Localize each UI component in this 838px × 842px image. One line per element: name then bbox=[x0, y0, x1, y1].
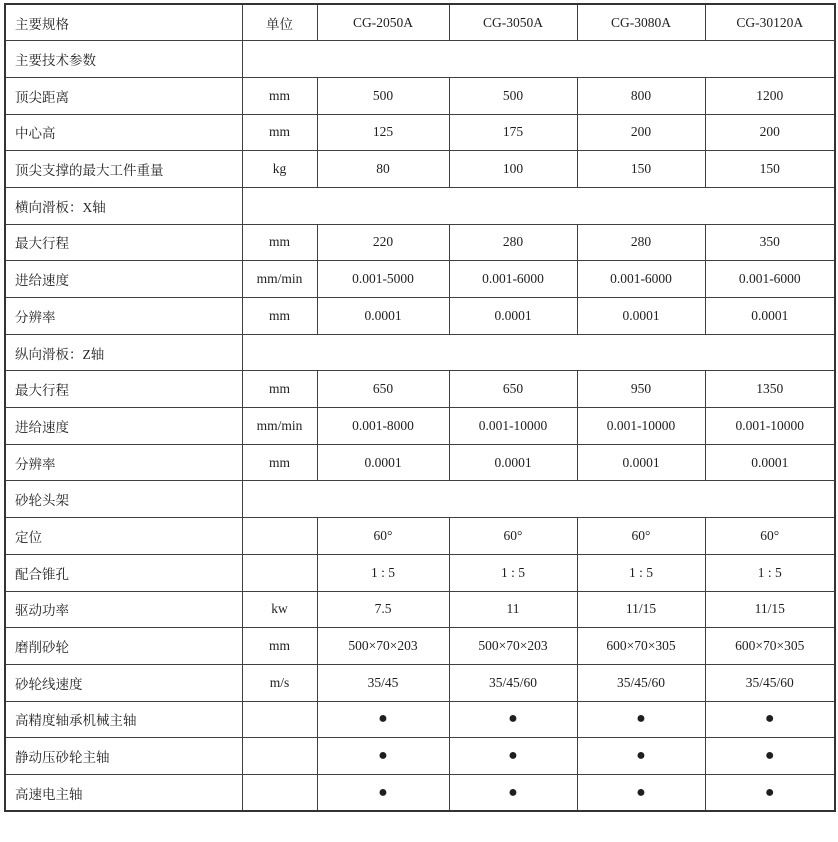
row-label: 中心高 bbox=[5, 114, 242, 151]
spec-row bbox=[5, 224, 835, 261]
value-cell: 35/45/60 bbox=[449, 664, 577, 701]
spec-row bbox=[5, 261, 835, 298]
value-cell: 0.0001 bbox=[577, 444, 705, 481]
unit-cell bbox=[242, 738, 317, 775]
value-cell: 500×70×203 bbox=[449, 628, 577, 665]
value-cell: 0.0001 bbox=[317, 298, 449, 335]
unit-cell: mm/min bbox=[242, 261, 317, 298]
section-row bbox=[5, 41, 835, 78]
feature-dot-cell: ● bbox=[317, 774, 449, 811]
value-cell: 0.001-8000 bbox=[317, 408, 449, 445]
value-cell: 7.5 bbox=[317, 591, 449, 628]
row-label: 最大行程 bbox=[5, 371, 242, 408]
value-cell: 0.0001 bbox=[705, 298, 835, 335]
spec-row bbox=[5, 151, 835, 188]
row-label: 最大行程 bbox=[5, 224, 242, 261]
value-cell: 1 : 5 bbox=[705, 554, 835, 591]
value-cell: 0.001-6000 bbox=[577, 261, 705, 298]
value-cell: 150 bbox=[705, 151, 835, 188]
value-cell: 11/15 bbox=[705, 591, 835, 628]
value-cell: 0.0001 bbox=[577, 298, 705, 335]
value-cell: 200 bbox=[705, 114, 835, 151]
feature-dot-cell: ● bbox=[577, 701, 705, 738]
section-label: 纵向滑板：Z轴 bbox=[5, 334, 242, 371]
unit-cell bbox=[242, 554, 317, 591]
feature-dot-cell: ● bbox=[577, 774, 705, 811]
header-model-cg2050a: CG-2050A bbox=[317, 4, 449, 41]
unit-cell: mm bbox=[242, 444, 317, 481]
section-empty-cell bbox=[242, 41, 835, 78]
value-cell: 150 bbox=[577, 151, 705, 188]
header-model-cg3050a: CG-3050A bbox=[449, 4, 577, 41]
unit-cell: mm bbox=[242, 628, 317, 665]
value-cell: 0.0001 bbox=[449, 444, 577, 481]
value-cell: 500 bbox=[317, 77, 449, 114]
value-cell: 60° bbox=[449, 518, 577, 555]
value-cell: 0.001-6000 bbox=[449, 261, 577, 298]
value-cell: 0.001-10000 bbox=[577, 408, 705, 445]
value-cell: 200 bbox=[577, 114, 705, 151]
value-cell: 1200 bbox=[705, 77, 835, 114]
feature-dot-cell: ● bbox=[705, 738, 835, 775]
unit-cell: kw bbox=[242, 591, 317, 628]
unit-cell: kg bbox=[242, 151, 317, 188]
value-cell: 60° bbox=[577, 518, 705, 555]
feature-dot-cell: ● bbox=[449, 701, 577, 738]
value-cell: 500 bbox=[449, 77, 577, 114]
unit-cell: m/s bbox=[242, 664, 317, 701]
header-model-cg30120a: CG-30120A bbox=[705, 4, 835, 41]
value-cell: 1 : 5 bbox=[577, 554, 705, 591]
value-cell: 35/45/60 bbox=[577, 664, 705, 701]
spec-table-body bbox=[5, 41, 835, 811]
value-cell: 0.001-10000 bbox=[449, 408, 577, 445]
value-cell: 0.001-10000 bbox=[705, 408, 835, 445]
spec-row bbox=[5, 77, 835, 114]
value-cell: 1 : 5 bbox=[449, 554, 577, 591]
row-label: 顶尖支撑的最大工件重量 bbox=[5, 151, 242, 188]
section-label: 横向滑板：X轴 bbox=[5, 187, 242, 224]
row-label: 高精度轴承机械主轴 bbox=[5, 701, 242, 738]
header-row bbox=[5, 4, 835, 41]
value-cell: 80 bbox=[317, 151, 449, 188]
value-cell: 0.0001 bbox=[317, 444, 449, 481]
unit-cell bbox=[242, 774, 317, 811]
section-row bbox=[5, 187, 835, 224]
spec-row bbox=[5, 774, 835, 811]
value-cell: 175 bbox=[449, 114, 577, 151]
spec-row bbox=[5, 371, 835, 408]
value-cell: 600×70×305 bbox=[705, 628, 835, 665]
spec-row bbox=[5, 628, 835, 665]
feature-dot-cell: ● bbox=[317, 738, 449, 775]
row-label: 配合锥孔 bbox=[5, 554, 242, 591]
value-cell: 60° bbox=[317, 518, 449, 555]
value-cell: 11 bbox=[449, 591, 577, 628]
unit-cell: mm bbox=[242, 77, 317, 114]
spec-row bbox=[5, 298, 835, 335]
row-label: 磨削砂轮 bbox=[5, 628, 242, 665]
section-empty-cell bbox=[242, 187, 835, 224]
value-cell: 650 bbox=[449, 371, 577, 408]
value-cell: 100 bbox=[449, 151, 577, 188]
value-cell: 220 bbox=[317, 224, 449, 261]
value-cell: 800 bbox=[577, 77, 705, 114]
feature-dot-cell: ● bbox=[705, 774, 835, 811]
row-label: 分辨率 bbox=[5, 444, 242, 481]
header-unit: 单位 bbox=[242, 4, 317, 41]
value-cell: 280 bbox=[577, 224, 705, 261]
spec-row bbox=[5, 518, 835, 555]
spec-row bbox=[5, 591, 835, 628]
spec-row bbox=[5, 114, 835, 151]
section-label: 砂轮头架 bbox=[5, 481, 242, 518]
value-cell: 1350 bbox=[705, 371, 835, 408]
unit-cell bbox=[242, 701, 317, 738]
spec-row bbox=[5, 444, 835, 481]
row-label: 定位 bbox=[5, 518, 242, 555]
value-cell: 60° bbox=[705, 518, 835, 555]
header-main-spec: 主要规格 bbox=[5, 4, 242, 41]
row-label: 顶尖距离 bbox=[5, 77, 242, 114]
section-empty-cell bbox=[242, 481, 835, 518]
value-cell: 950 bbox=[577, 371, 705, 408]
value-cell: 350 bbox=[705, 224, 835, 261]
unit-cell bbox=[242, 518, 317, 555]
value-cell: 500×70×203 bbox=[317, 628, 449, 665]
row-label: 砂轮线速度 bbox=[5, 664, 242, 701]
spec-row bbox=[5, 664, 835, 701]
value-cell: 0.001-6000 bbox=[705, 261, 835, 298]
unit-cell: mm bbox=[242, 224, 317, 261]
section-row bbox=[5, 334, 835, 371]
value-cell: 650 bbox=[317, 371, 449, 408]
row-label: 进给速度 bbox=[5, 408, 242, 445]
feature-dot-cell: ● bbox=[705, 701, 835, 738]
row-label: 高速电主轴 bbox=[5, 774, 242, 811]
feature-dot-cell: ● bbox=[577, 738, 705, 775]
spec-row bbox=[5, 408, 835, 445]
section-label: 主要技术参数 bbox=[5, 41, 242, 78]
value-cell: 600×70×305 bbox=[577, 628, 705, 665]
spec-row bbox=[5, 738, 835, 775]
spec-row bbox=[5, 554, 835, 591]
spec-row bbox=[5, 701, 835, 738]
spec-table bbox=[4, 3, 836, 812]
row-label: 驱动功率 bbox=[5, 591, 242, 628]
unit-cell: mm bbox=[242, 298, 317, 335]
header-model-cg3080a: CG-3080A bbox=[577, 4, 705, 41]
section-empty-cell bbox=[242, 334, 835, 371]
value-cell: 11/15 bbox=[577, 591, 705, 628]
row-label: 进给速度 bbox=[5, 261, 242, 298]
value-cell: 35/45 bbox=[317, 664, 449, 701]
value-cell: 280 bbox=[449, 224, 577, 261]
feature-dot-cell: ● bbox=[449, 738, 577, 775]
feature-dot-cell: ● bbox=[449, 774, 577, 811]
feature-dot-cell: ● bbox=[317, 701, 449, 738]
section-row bbox=[5, 481, 835, 518]
value-cell: 1 : 5 bbox=[317, 554, 449, 591]
value-cell: 0.0001 bbox=[705, 444, 835, 481]
unit-cell: mm/min bbox=[242, 408, 317, 445]
value-cell: 0.0001 bbox=[449, 298, 577, 335]
unit-cell: mm bbox=[242, 114, 317, 151]
value-cell: 125 bbox=[317, 114, 449, 151]
value-cell: 0.001-5000 bbox=[317, 261, 449, 298]
value-cell: 35/45/60 bbox=[705, 664, 835, 701]
unit-cell: mm bbox=[242, 371, 317, 408]
row-label: 分辨率 bbox=[5, 298, 242, 335]
row-label: 静动压砂轮主轴 bbox=[5, 738, 242, 775]
